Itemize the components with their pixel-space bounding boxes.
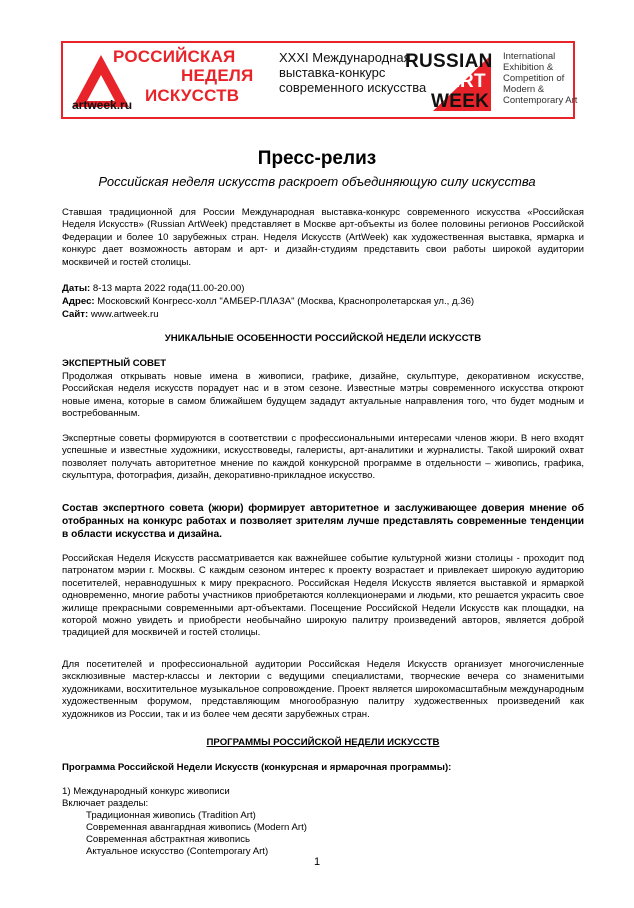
dates-label: Даты: xyxy=(62,283,91,294)
site-value[interactable]: www.artweek.ru xyxy=(88,309,159,320)
page-title: Пресс-релиз xyxy=(257,148,377,169)
address-label: Адрес: xyxy=(62,296,95,307)
paragraph-expert-2: Экспертные советы формируются в соответствии с профессиональными интересами членов жюри. В него входят успешные и известные художники, искусствоведы, галеристы, арт-аналитики и журналисты. Такой широкий охват позволяет получать авторитетное мнение по каждой конкурсной программе в отдельности – живопись, графика, скульптура, фотография, дизайн, декоративно-прикладное искусство. xyxy=(62,433,584,482)
program-1: 1) Международный конкурс живописи xyxy=(62,786,230,797)
banner-subtitle: XXXI Международная выставка-конкурс современного искусства xyxy=(279,50,427,95)
dates-value: 8-13 марта 2022 года(11.00-20.00) xyxy=(90,283,245,294)
section-heading-programs: ПРОГРАММЫ РОССИЙСКОЙ НЕДЕЛИ ИСКУССТВ xyxy=(206,737,440,748)
header-banner xyxy=(61,41,578,119)
address-value: Московский Конгресс-холл "АМБЕР-ПЛАЗА" (Москва, Краснопролетарская ул., д.36) xyxy=(94,296,475,307)
section-heading-features: УНИКАЛЬНЫЕ ОСОБЕННОСТИ РОССИЙСКОЙ НЕДЕЛИ ИСКУССТВ xyxy=(164,333,482,344)
paragraph-expert-1: Продолжая открывать новые имена в живописи, графике, дизайне, скульптуре, декоративном искусстве, Российская неделя искусств порадует нас и в этом сезоне. Известные мэтры современного искусства откроют новые имена, которые в самом ближайшем будущем зададут актуальные направления того, что будет модным и востребованным. xyxy=(62,371,584,420)
logo-line-3: ИСКУССТВ xyxy=(145,86,240,105)
programs-heading: Программа Российской Недели Искусств (конкурсная и ярмарочная программы): xyxy=(62,762,452,773)
paragraph-event: Российская Неделя Искусств рассматривается как важнейшее событие культурной жизни столицы - проходит под патронатом мэрии г. Москвы. С каждым сезоном интерес к проекту возрастает и привлекает широкую аудиторию посетителей, неравнодушных к миру прекрасного. Российская Неделя Искусств является выставкой и ярмаркой одновременно, многие работы участников приобретаются коллекционерами и людьми, кто решается украсить свое жилище прекрасными современными арт-объектами. Посещение Российской Недели Искусств как площадки, на которой можно увидеть и приобрести необычайно широкую палитру произведений авторов, является доброй традицией для москвичей и гостей столицы. xyxy=(62,553,584,639)
paragraph-expert-bold: Состав экспертного совета (жюри) формирует авторитетное и заслуживающее доверия мнение об отобранных на конкурс работах и позволяет зрителям лучше представлять современные тенденции в области искусства и дизайна. xyxy=(62,503,584,540)
dates-line xyxy=(62,283,244,295)
ra-line-3: WEEK xyxy=(431,91,490,112)
paragraph-audience: Для посетителей и профессиональной аудитории Российская Неделя Искусств организует многочисленные эксклюзивные мастер-классы и лектории с ведущими специалистами, творческие вечера со знаменитыми художниками, восхитительное музыкальное сопровождение. Проект является широкомасштабным международным художественным форумом, представляющим многообразную палитру художественных произведений как художников из России, так и из более чем десяти зарубежных стран. xyxy=(62,659,584,720)
intro-paragraph: Ставшая традиционной для России Международная выставка-конкурс современного искусства «Российская Неделя Искусств» (Russian ArtWeek) представляет в Москве арт-объекты из более половины регионов Российской Федерации и более 10 зарубежных стран. Неделя Искусств (ArtWeek) как художественная выставка, ярмарка и конкурс дает возможность авторам и арт- и дизайн-студиям представить свои работы широкой аудитории москвичей и гостей столицы. xyxy=(62,207,584,268)
logo-line-1: РОССИЙСКАЯ xyxy=(113,47,236,66)
site-label: Сайт: xyxy=(62,309,89,320)
logo-line-2: НЕДЕЛЯ xyxy=(181,66,254,85)
logo-site: artweek.ru xyxy=(72,98,133,112)
section-item: Современная абстрактная живопись xyxy=(86,834,250,845)
includes-label: Включает разделы: xyxy=(62,798,149,809)
section-item: Традиционная живопись (Tradition Art) xyxy=(86,810,256,821)
page-number: 1 xyxy=(313,856,321,868)
site-line xyxy=(62,309,159,321)
expert-council-heading: ЭКСПЕРТНЫЙ СОВЕТ xyxy=(62,358,167,369)
page-subtitle: Российская неделя искусств раскроет объединяющую силу искусства xyxy=(98,174,536,189)
address-line xyxy=(62,296,474,308)
ra-line-1: RUSSIAN xyxy=(405,51,493,72)
section-item: Современная авангардная живопись (Modern Art) xyxy=(86,822,307,833)
ra-line-2: ART xyxy=(446,71,486,92)
section-item: Актуальное искусство (Contemporary Art) xyxy=(86,846,269,857)
banner-english-text: International Exhibition & Competition of Modern & Contemporary Art xyxy=(503,51,578,106)
